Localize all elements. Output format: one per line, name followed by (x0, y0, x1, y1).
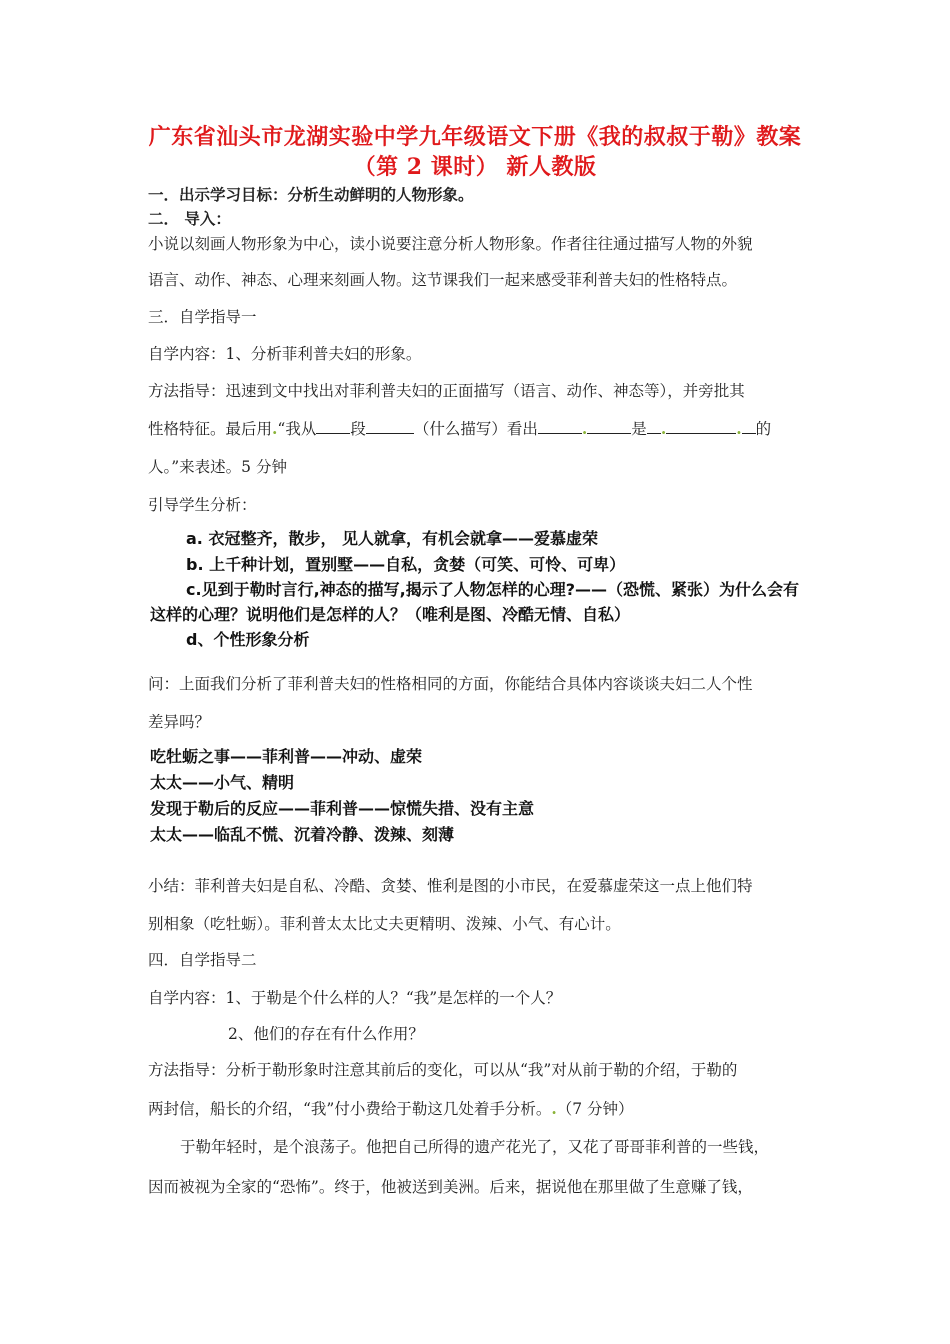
blank-trait-b (666, 419, 736, 434)
blank-who (538, 419, 582, 434)
fill-in-see: （什么描写）看出 (413, 420, 538, 438)
text-paragraph-line2: 因而被视为全家的“恐怖”。终于，他被送到美洲。后来，据说他在那里做了生意赚了钱， (148, 1178, 753, 1196)
section-goal: 一．出示学习目标：分析生动鲜明的人物形象。 (148, 185, 474, 204)
section-intro-heading: 二． 导入： (148, 209, 231, 228)
fill-in-segment: 段 (350, 420, 366, 438)
fill-in-quote-start: “我从 (277, 420, 317, 438)
summary-line2: 别相象（吃牡蛎）。菲利普太太比丈夫更精明、泼辣、小气、有心计。 (148, 915, 621, 933)
text-paragraph-line1: 于勒年轻时，是个浪荡子。他把自己所得的遗产花光了，又花了哥哥菲利普的一些钱， (180, 1138, 770, 1156)
mark-dot: . (736, 419, 742, 438)
guide2-method-line2 (148, 1097, 634, 1119)
blank-trait-c (742, 419, 756, 434)
fill-in-prefix: 性格特征。最后用 (148, 420, 273, 438)
mark-dot: . (272, 419, 278, 438)
intro-paragraph-1: 小说以刻画人物形象为中心，读小说要注意分析人物形象。作者往往通过描写人物的外貌 (148, 235, 753, 253)
guide1-method-line1: 方法指导：迅速到文中找出对菲利普夫妇的正面描写（语言、动作、神态等），并旁批其 (148, 382, 745, 400)
lead-item-d: d、个性形象分析 (186, 630, 310, 649)
blank-description (366, 419, 414, 434)
difference-item-4: 太太——临乱不慌、沉着冷静、泼辣、刻薄 (150, 825, 455, 844)
guide1-method-line2 (148, 417, 771, 439)
blank-trait-a (647, 419, 661, 434)
fill-in-of: 的 (755, 420, 772, 438)
lead-item-c-line2: 这样的心理？说明他们是怎样的人？（唯利是图、冷酷无情、自私） (150, 605, 631, 624)
mark-dot: . (660, 419, 667, 438)
lead-item-b: b. 上千种计划，置别墅——自私，贪婪（可笑、可怜、可卑） (186, 555, 626, 574)
section-guide1-heading: 三．自学指导一 (148, 308, 257, 326)
lead-item-a: a. 衣冠整齐，散步， 见人就拿，有机会就拿——爱慕虚荣 (186, 529, 599, 548)
difference-item-1: 吃牡蛎之事——菲利普——冲动、虚荣 (150, 747, 423, 766)
question-line2: 差异吗？ (148, 713, 211, 731)
blank-paragraph (316, 419, 350, 434)
difference-item-2: 太太——小气、精明 (150, 773, 295, 792)
blank-who-2 (587, 419, 631, 434)
guide1-method-line3: 人。”来表述。5 分钟 (148, 458, 287, 476)
guide2-method-text: 两封信，船长的介绍，“我”付小费给于勒这几处着手分析。 (148, 1100, 552, 1118)
fill-in-is: 是 (631, 420, 647, 438)
section-guide2-heading: 四．自学指导二 (148, 951, 257, 969)
question-line1: 问：上面我们分析了菲利普夫妇的性格相同的方面，你能结合具体内容谈谈夫妇二人个性 (148, 675, 753, 693)
guide2-content-1: 自学内容：1、于勒是个什么样的人？“我”是怎样的一个人？ (148, 989, 562, 1007)
document-title-line2: （第 2 课时） 新人教版 (353, 154, 597, 180)
lead-analysis-heading: 引导学生分析： (148, 496, 257, 514)
intro-paragraph-2: 语言、动作、神态、心理来刻画人物。这节课我们一起来感受菲利普夫妇的性格特点。 (148, 271, 738, 289)
mark-dot: . (551, 1099, 557, 1118)
guide2-content-2: 2、他们的存在有什么作用？ (228, 1025, 424, 1043)
guide1-content: 自学内容：1、分析菲利普夫妇的形象。 (148, 345, 422, 363)
guide2-method-time: （7 分钟） (556, 1100, 634, 1118)
mark-dot: . (581, 419, 588, 438)
summary-line1: 小结：菲利普夫妇是自私、冷酷、贪婪、惟利是图的小市民，在爱慕虚荣这一点上他们特 (148, 877, 753, 895)
document-title-line1: 广东省汕头市龙湖实验中学九年级语文下册《我的叔叔于勒》教案 (148, 124, 802, 150)
lead-item-c-line1: c.见到于勒时言行,神态的描写,揭示了人物怎样的心理?——（恐慌、紧张）为什么会有 (186, 580, 800, 599)
guide2-method-line1: 方法指导：分析于勒形象时注意其前后的变化，可以从“我”对从前于勒的介绍，于勒的 (148, 1061, 738, 1079)
difference-item-3: 发现于勒后的反应——菲利普——惊慌失措、没有主意 (150, 799, 535, 818)
